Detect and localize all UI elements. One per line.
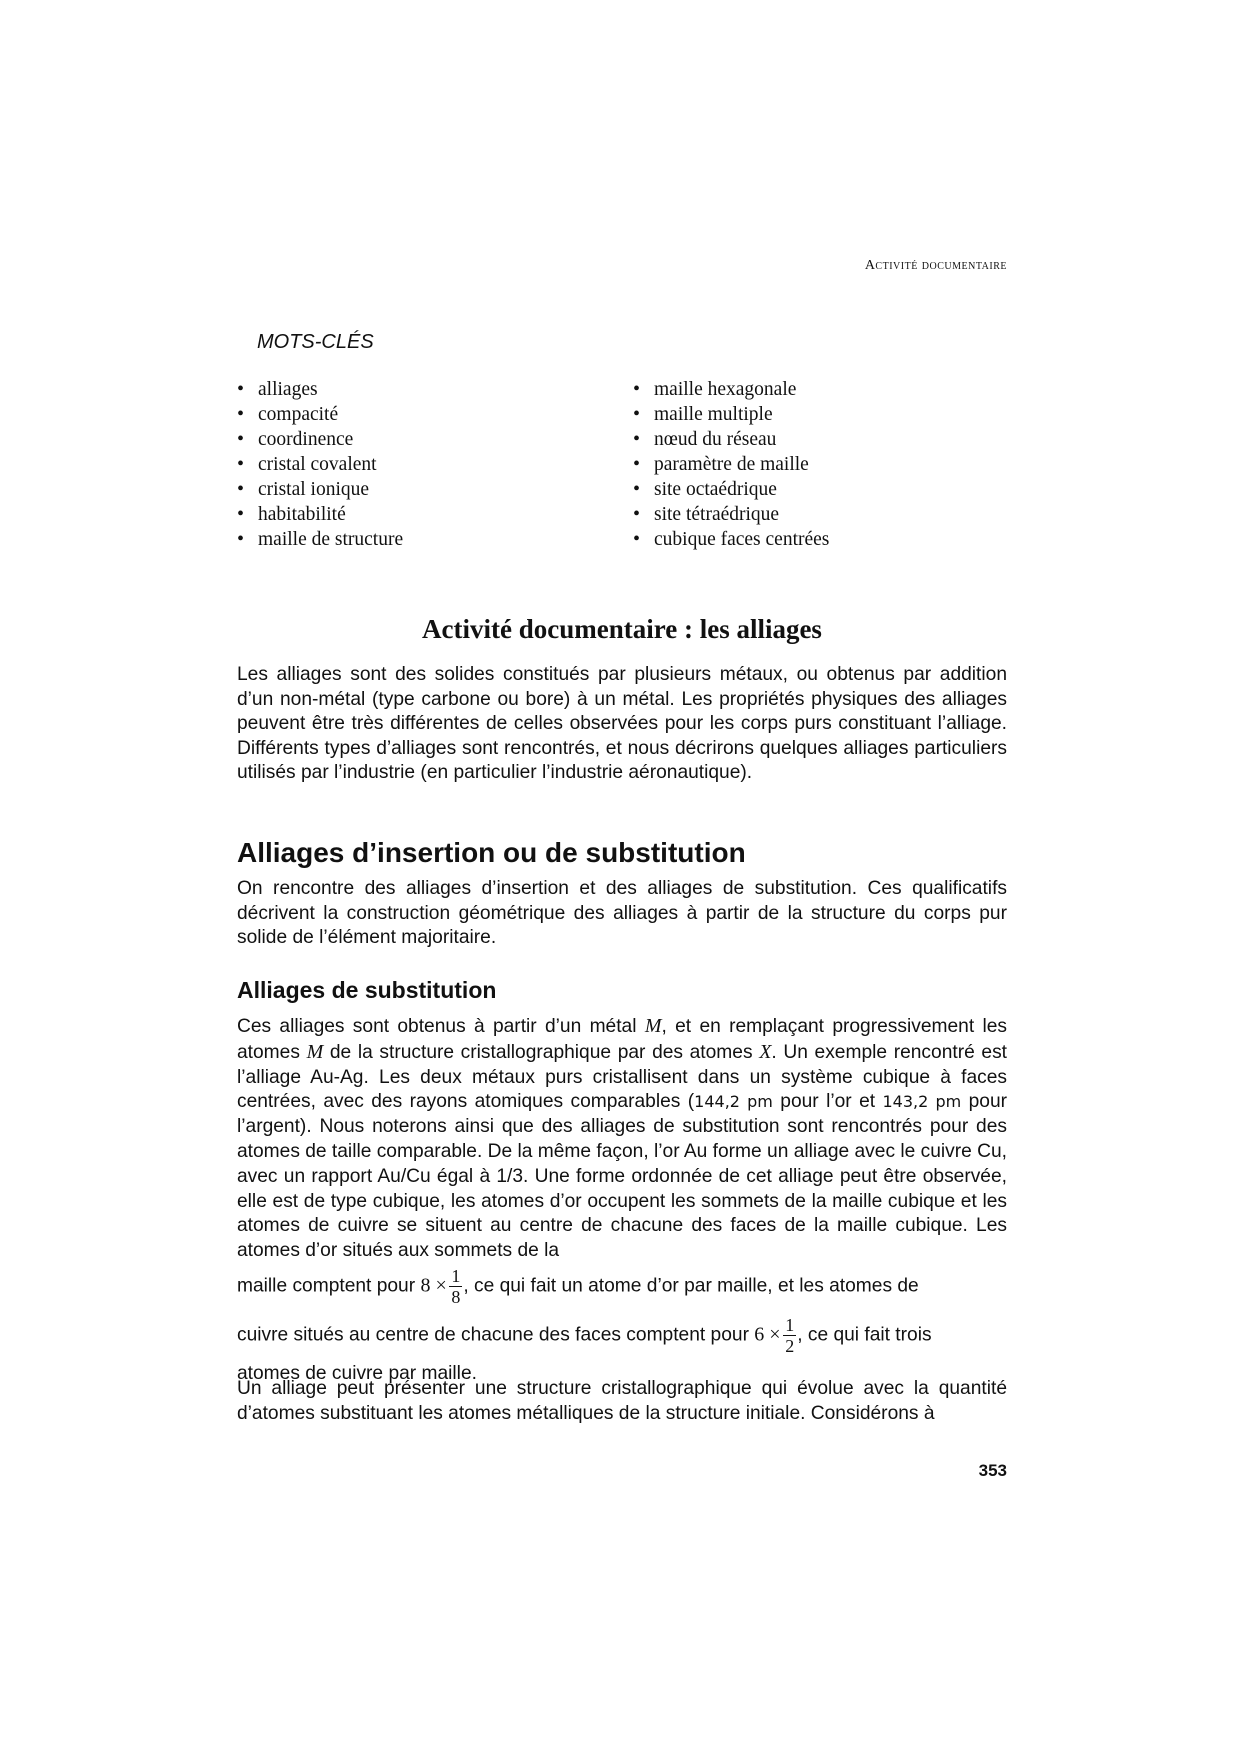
keyword-item: • alliages (237, 377, 403, 402)
keyword-item: • coordinence (237, 427, 403, 452)
page-number: 353 (978, 1461, 1007, 1480)
keywords-list-left (237, 377, 403, 552)
value-gold-radius: 144,2 pm (694, 1092, 773, 1112)
substitution-paragraph (237, 1014, 1007, 1387)
keyword-item: • habitabilité (237, 502, 403, 527)
text-run: Ces alliages sont obtenus à partir d’un métal (237, 1016, 645, 1037)
keyword-item: • cristal ionique (237, 477, 403, 502)
copper-count-line (237, 1313, 1007, 1362)
keyword-item: • maille hexagonale (633, 377, 829, 402)
keyword-item: • compacité (237, 402, 403, 427)
text-run: . Un exemple rencontré est l’alliage Au-Ag. Les deux métaux purs cristallisent dans un système cubique à faces centrées, avec des rayons atomiques comparables ( (237, 1041, 1007, 1113)
fraction-numerator: 1 (785, 1314, 795, 1335)
text-run: , ce qui fait un atome d’or par maille, et les atomes de (463, 1275, 919, 1297)
substitution-text (237, 1014, 1007, 1264)
keyword-item: • maille de structure (237, 527, 403, 552)
gold-count-line (237, 1264, 1007, 1313)
document-page (237, 0, 1007, 1754)
variable-x: X (759, 1040, 772, 1063)
subsection-heading: Alliages de substitution (237, 977, 497, 1003)
keyword-item: • cubique faces centrées (633, 527, 829, 552)
keyword-item: • site tétraédrique (633, 502, 829, 527)
keyword-item: • maille multiple (633, 402, 829, 427)
keywords-list-right (633, 377, 829, 552)
keyword-item: • nœud du réseau (633, 427, 829, 452)
text-run: pour l’or et (772, 1091, 883, 1113)
text-run: , ce qui fait trois (797, 1324, 932, 1346)
text-run: maille comptent pour (237, 1275, 421, 1297)
document-title: Activité documentaire : les alliages (422, 614, 822, 644)
fraction-denominator: 2 (785, 1335, 795, 1356)
keyword-item: • site octaédrique (633, 477, 829, 502)
variable-m: M (306, 1040, 324, 1063)
running-head: Activité documentaire (864, 258, 1007, 273)
intro-paragraph: Les alliages sont des solides constitués par plusieurs métaux, ou obtenus par addition d’un non-métal (type carbone ou bore) à un métal. Les propriétés physiques des alliages peuvent être très différentes de celles observées pour les corps purs constituant l’alliage. Différents types d’alliages sont rencontrés, et nous décrirons quelques alliages particuliers utilisés par l’industrie (en particulier l’industrie aéronautique). (237, 664, 1007, 783)
substitution-end: atomes de cuivre par maille. (237, 1362, 477, 1384)
alloy-structure-paragraph: Un alliage peut présenter une structure cristallographique qui évolue avec la quantité d’atomes substituant les atomes métalliques de la structure initiale. Considérons à (237, 1378, 1007, 1424)
fraction-one-eighth (449, 1266, 462, 1307)
text-run: , et en remplaçant progressivement les atomes (237, 1016, 1007, 1063)
text-run: cuivre situés au centre de chacune des faces comptent pour (237, 1324, 755, 1346)
variable-m: M (644, 1015, 662, 1037)
keywords-title: MOTS-CLÉS (257, 331, 374, 353)
text-run: pour l’argent). Nous noterons ainsi que des alliages de substitution sont rencontrés pour des atomes de taille comparable. De la même façon, l’or Au forme un alliage avec le cuivre Cu, avec un rapport Au/Cu égal à 1/3. Une forme ordonnée de cet alliage peut être observée, elle est de type cubique, les atomes d’or occupent les sommets de la maille cubique et les atomes de cuivre se situent au centre de chacune des faces de la maille cubique. Les atomes d’or situés aux sommets de la (237, 1091, 1008, 1262)
fraction-one-half (783, 1315, 796, 1356)
section-paragraph: On rencontre des alliages d’insertion et des alliages de substitution. Ces qualificatifs décrivent la construction géométrique des alliages à partir de la structure du corps pur solide de l’élément majoritaire. (237, 878, 1007, 948)
fraction-denominator: 8 (451, 1286, 461, 1307)
math-expression: 8 × (420, 1274, 447, 1297)
keyword-item: • paramètre de maille (633, 452, 829, 477)
math-expression: 6 × (754, 1323, 781, 1346)
section-heading: Alliages d’insertion ou de substitution (237, 837, 746, 868)
text-run: de la structure cristallographique par des atomes (323, 1041, 760, 1063)
keyword-item: • cristal covalent (237, 452, 403, 477)
value-silver-radius: 143,2 pm (882, 1092, 962, 1112)
fraction-numerator: 1 (451, 1265, 461, 1286)
